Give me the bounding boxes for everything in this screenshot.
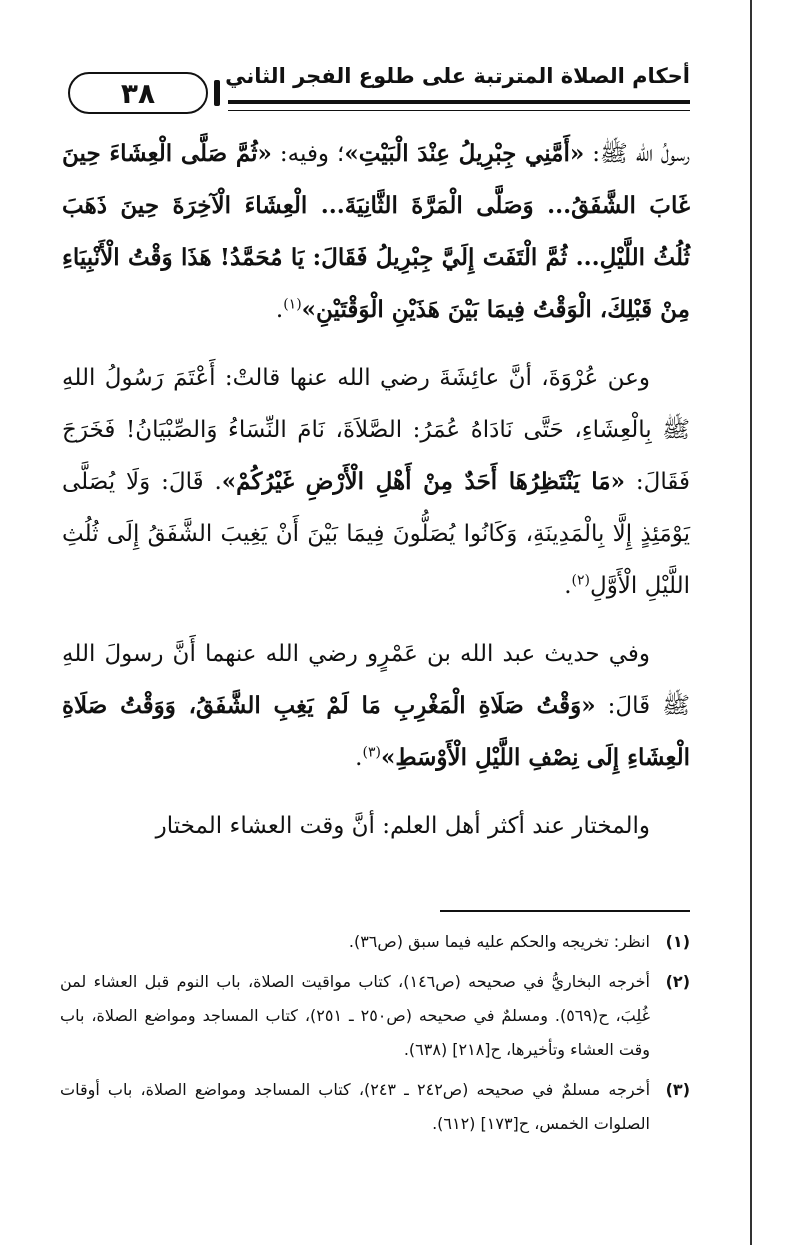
paragraph-4: والمختار عند أكثر أهل العلم: أنَّ وقت العشاء المختار: [155, 813, 650, 839]
paragraph-2: وعن عُرْوَةَ، أنَّ عائِشَةَ رضي الله عنها قالتْ: أَعْتَمَ رَسُولُ اللهِ ﷺ بِالْعِشَاءِ، حَتَّى نَادَاهُ عُمَرُ: الصَّلاَةَ، نَامَ النِّسَاءُ وَالصِّبْيَانُ! فَخَرَجَ فَقَالَ: «مَا يَنْتَظِرُهَا أَحَدٌ مِنْ أَهْلِ الْأَرْضِ غَيْرُكُمْ». قَالَ: وَلَا يُصَلَّى يَوْمَئِذٍ إِلَّا بِالْمَدِينَةِ، وَكَانُوا يُصَلُّونَ فِيمَا بَيْنَ أَنْ يَغِيبَ الشَّفَقُ إِلَى ثُلُثِ اللَّيْلِ الْأَوَّلِ$^{(٢)}$.: [62, 365, 690, 599]
footnote-number: (٢): [665, 972, 690, 991]
main-text: [62, 128, 690, 868]
paragraph-1: رسولُ الله ﷺ: «أَمَّنِي جِبْرِيلُ عِنْدَ الْبَيْتِ»؛ وفيه: «ثُمَّ صَلَّى الْعِشَاءَ حِينَ غَابَ الشَّفَقُ... وَصَلَّى الْمَرَّةَ الثَّانِيَةَ... الْعِشَاءَ الْآخِرَةَ حِينَ ذَهَبَ ثُلُثُ اللَّيْلِ... ثُمَّ الْتَفَتَ إِلَيَّ جِبْرِيلُ فَقَالَ: يَا مُحَمَّدُ! هَذَا وَقْتُ الْأَنْبِيَاءِ مِنْ قَبْلِكَ، الْوَقْتُ فِيمَا بَيْنَ هَذَيْنِ الْوَقْتَيْنِ»$^{(١)}$.: [62, 140, 690, 323]
footnote-text: أخرجه مسلمٌ في صحيحه (ص٢٤٢ ـ ٢٤٣)، كتاب المساجد ومواضع الصلاة، باب أوقات الصلوات الخمس، ح[١٧٣] (٦١٢).: [60, 1080, 651, 1133]
footnote-ref-3: (٣): [362, 744, 381, 761]
header-rule-thin: [228, 110, 690, 111]
page-edge-line: [750, 0, 752, 1245]
header-rule-thick: [228, 100, 690, 104]
hadith-quote: «وَقْتُ صَلَاةِ الْمَغْرِبِ مَا لَمْ يَغِبِ الشَّفَقُ، وَوَقْتُ صَلَاةِ الْعِشَاءِ إِلَى نِصْفِ اللَّيْلِ الْأَوْسَطِ»: [62, 692, 690, 771]
hadith-quote: «مَا يَنْتَظِرُهَا أَحَدٌ مِنْ أَهْلِ الْأَرْضِ غَيْرُكُمْ»: [221, 468, 626, 495]
page-number: ٣٨: [68, 72, 208, 114]
footnotes: [60, 925, 690, 1147]
footnote-text: انظر: تخريجه والحكم عليه فيما سبق (ص٣٦).: [348, 932, 650, 951]
footnote-text: أخرجه البخاريُّ في صحيحه (ص١٤٦)، كتاب مواقيت الصلاة، باب النوم قبل العشاء لمن غُلِبَ، ح(٥٦٩). ومسلمٌ في صحيحه (ص٢٥٠ ـ ٢٥١)، كتاب المساجد ومواضع الصلاة، باب وقت العشاء وتأخيرها، ح[٢١٨] (٦٣٨).: [60, 972, 651, 1059]
hadith-quote: «أَمَّنِي جِبْرِيلُ عِنْدَ الْبَيْتِ»: [344, 140, 585, 167]
paragraph-3: وفي حديث عبد الله بن عَمْرٍو رضي الله عنهما أَنَّ رسولَ اللهِ ﷺ قَالَ: «وَقْتُ صَلَاةِ الْمَغْرِبِ مَا لَمْ يَغِبِ الشَّفَقُ، وَوَقْتُ صَلَاةِ الْعِشَاءِ إِلَى نِصْفِ اللَّيْلِ الْأَوْسَطِ»$^{(٣)}$.: [62, 641, 690, 771]
footnote-1: [60, 925, 690, 959]
footnote-2: [60, 965, 690, 1067]
footnote-number: (١): [665, 932, 690, 951]
footnote-number: (٣): [665, 1080, 690, 1099]
footnote-ref-2: (٢): [571, 572, 590, 589]
hadith-quote: «ثُمَّ صَلَّى الْعِشَاءَ حِينَ غَابَ الشَّفَقُ... وَصَلَّى الْمَرَّةَ الثَّانِيَةَ... الْعِشَاءَ الْآخِرَةَ حِينَ ذَهَبَ ثُلُثُ اللَّيْلِ... ثُمَّ الْتَفَتَ إِلَيَّ جِبْرِيلُ فَقَالَ: يَا مُحَمَّدُ! هَذَا وَقْتُ الْأَنْبِيَاءِ مِنْ قَبْلِكَ، الْوَقْتُ فِيمَا بَيْنَ هَذَيْنِ الْوَقْتَيْنِ»: [62, 140, 690, 323]
footnote-ref-1: (١): [283, 296, 302, 313]
page-header: [60, 50, 690, 120]
footnote-separator: [440, 910, 690, 912]
running-title: أحكام الصلاة المترتبة على طلوع الفجر الثاني: [225, 64, 690, 88]
footnote-3: [60, 1073, 690, 1141]
